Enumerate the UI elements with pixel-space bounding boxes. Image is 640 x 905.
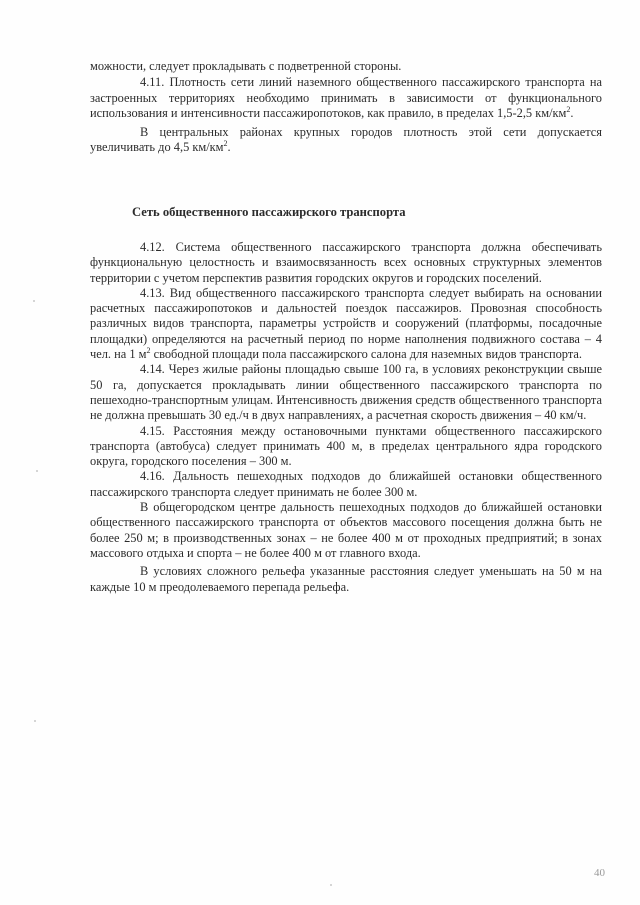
paragraph-end: . bbox=[227, 140, 231, 155]
paragraph-city-center: В общегородском центре дальность пешеходных подходов до ближайшей остановки общественного пассажирского транспорта от объектов массового посещения должна быть не более 250 м; в производственных зонах – не более 400 м от проходных предприятий; в зонах массового отдыха и спорта – не более 400 м от главного входа. bbox=[90, 500, 602, 560]
paragraph-4-13-text-end: свободной площади пола пассажирского салона для наземных видов транспорта. bbox=[150, 347, 582, 362]
paragraph-4-13 bbox=[90, 286, 602, 362]
scan-speck bbox=[34, 720, 36, 722]
paragraph-4-11-central-text: В центральных районах крупных городов плотность этой сети допускается увеличивать до 4,5 км/км bbox=[90, 125, 602, 155]
paragraph-4-16: 4.16. Дальность пешеходных подходов до ближайшей остановки общественного пассажирского транспорта следует принимать не более 300 м. bbox=[90, 469, 602, 499]
paragraph-4-11-central bbox=[90, 125, 602, 156]
scan-speck bbox=[33, 300, 35, 302]
paragraph-continuation: можности, следует прокладывать с подветренной стороны. bbox=[90, 59, 402, 73]
scan-speck bbox=[36, 470, 38, 472]
superscript: 2 bbox=[146, 346, 151, 356]
superscript: 2 bbox=[566, 104, 571, 114]
paragraph-4-13-text: 4.13. Вид общественного пассажирского транспорта следует выбирать на основании расчетных пассажиропотоков и дальностей поездок пассажиров. Провозная способность различных видов транспорта, параметры устройств и сооружений (платформы, посадочные площадки) определяются на расчетный период по норме наполнения подвижного состава – 4 чел. на 1 м bbox=[90, 285, 602, 362]
paragraph-relief: В условиях сложного рельефа указанные расстояния следует уменьшать на 50 м на каждые 10 м преодолеваемого перепада рельефа. bbox=[90, 564, 602, 594]
scan-speck bbox=[330, 884, 332, 886]
page-number: 40 bbox=[594, 867, 605, 879]
paragraph-4-11 bbox=[90, 75, 602, 121]
text-block-top bbox=[90, 59, 602, 156]
paragraph-4-15: 4.15. Расстояния между остановочными пунктами общественного пассажирского транспорта (автобуса) следует принимать 400 м, в пределах центрального ядра городского округа, городского поселения – 300 м. bbox=[90, 423, 602, 469]
paragraph-4-11-text: 4.11. Плотность сети линий наземного общественного пассажирского транспорта на застроенных территориях необходимо принимать в зависимости от функционального использования и интенсивности пассажиропотоков, как правило, в пределах 1,5-2,5 км/км bbox=[90, 75, 602, 120]
text-block-main bbox=[90, 240, 602, 595]
superscript: 2 bbox=[223, 139, 228, 149]
paragraph-end: . bbox=[570, 105, 574, 120]
paragraph-4-12: 4.12. Система общественного пассажирского транспорта должна обеспечивать функциональную целостность и взаимосвязанность всех основных структурных элементов территории с учетом перспектив развития городских округов и городских поселений. bbox=[90, 240, 602, 285]
section-heading: Сеть общественного пассажирского транспорта bbox=[132, 205, 406, 219]
paragraph-4-14: 4.14. Через жилые районы площадью свыше 100 га, в условиях реконструкции свыше 50 га, допускается прокладывать линии общественного пассажирского транспорта по пешеходно-транспортным улицам. Интенсивность движения средств общественного транспорта не должна превышать 30 ед./ч в двух направлениях, а расчетная скорость движения – 40 км/ч. bbox=[90, 362, 602, 423]
